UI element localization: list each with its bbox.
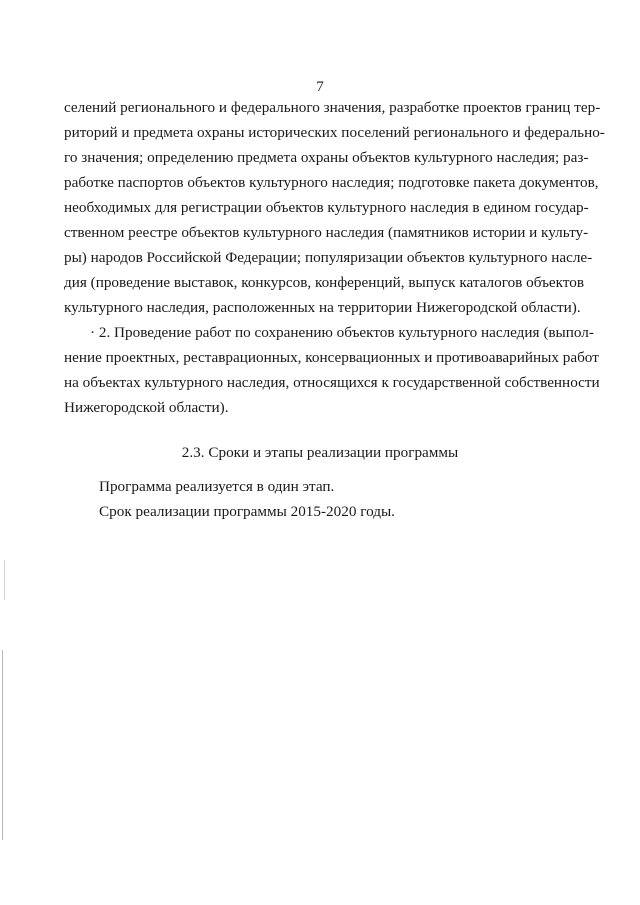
paragraph-line: дия (проведение выставок, конкурсов, конференций, выпуск каталогов объектов (64, 274, 585, 291)
paragraph-line: работке паспортов объектов культурного наследия; подготовке пакета документов, (64, 174, 599, 191)
scan-margin-mark (2, 650, 3, 840)
paragraph-line: культурного наследия, расположенных на территории Нижегородской области). (64, 299, 581, 316)
section-text: Программа реализуется в один этап. (99, 478, 335, 495)
paragraph-line: ры) народов Российской Федерации; популяризации объектов культурного насле- (64, 249, 593, 266)
paragraph-line: риторий и предмета охраны исторических поселений регионального и федерально- (64, 124, 605, 141)
section-text: Срок реализации программы 2015-2020 годы. (99, 503, 395, 520)
page-number: 7 (316, 79, 324, 95)
paragraph-line: нение проектных, реставрационных, консервационных и противоаварийных работ (64, 349, 599, 366)
paragraph-line: необходимых для регистрации объектов культурного наследия в едином государ- (64, 199, 589, 216)
paragraph-line: · 2. Проведение работ по сохранению объектов культурного наследия (выпол- (90, 324, 594, 341)
paragraph-line: на объектах культурного наследия, относящихся к государственной собственности (64, 374, 600, 391)
paragraph-line: ственном реестре объектов культурного наследия (памятников истории и культу- (64, 224, 589, 241)
scan-margin-mark (4, 560, 5, 600)
paragraph-line: селений регионального и федерального значения, разработке проектов границ тер- (64, 99, 601, 116)
paragraph-line: го значения; определению предмета охраны объектов культурного наследия; раз- (64, 149, 589, 166)
paragraph-line: Нижегородской области). (64, 399, 229, 416)
section-heading: 2.3. Сроки и этапы реализации программы (181, 444, 459, 461)
